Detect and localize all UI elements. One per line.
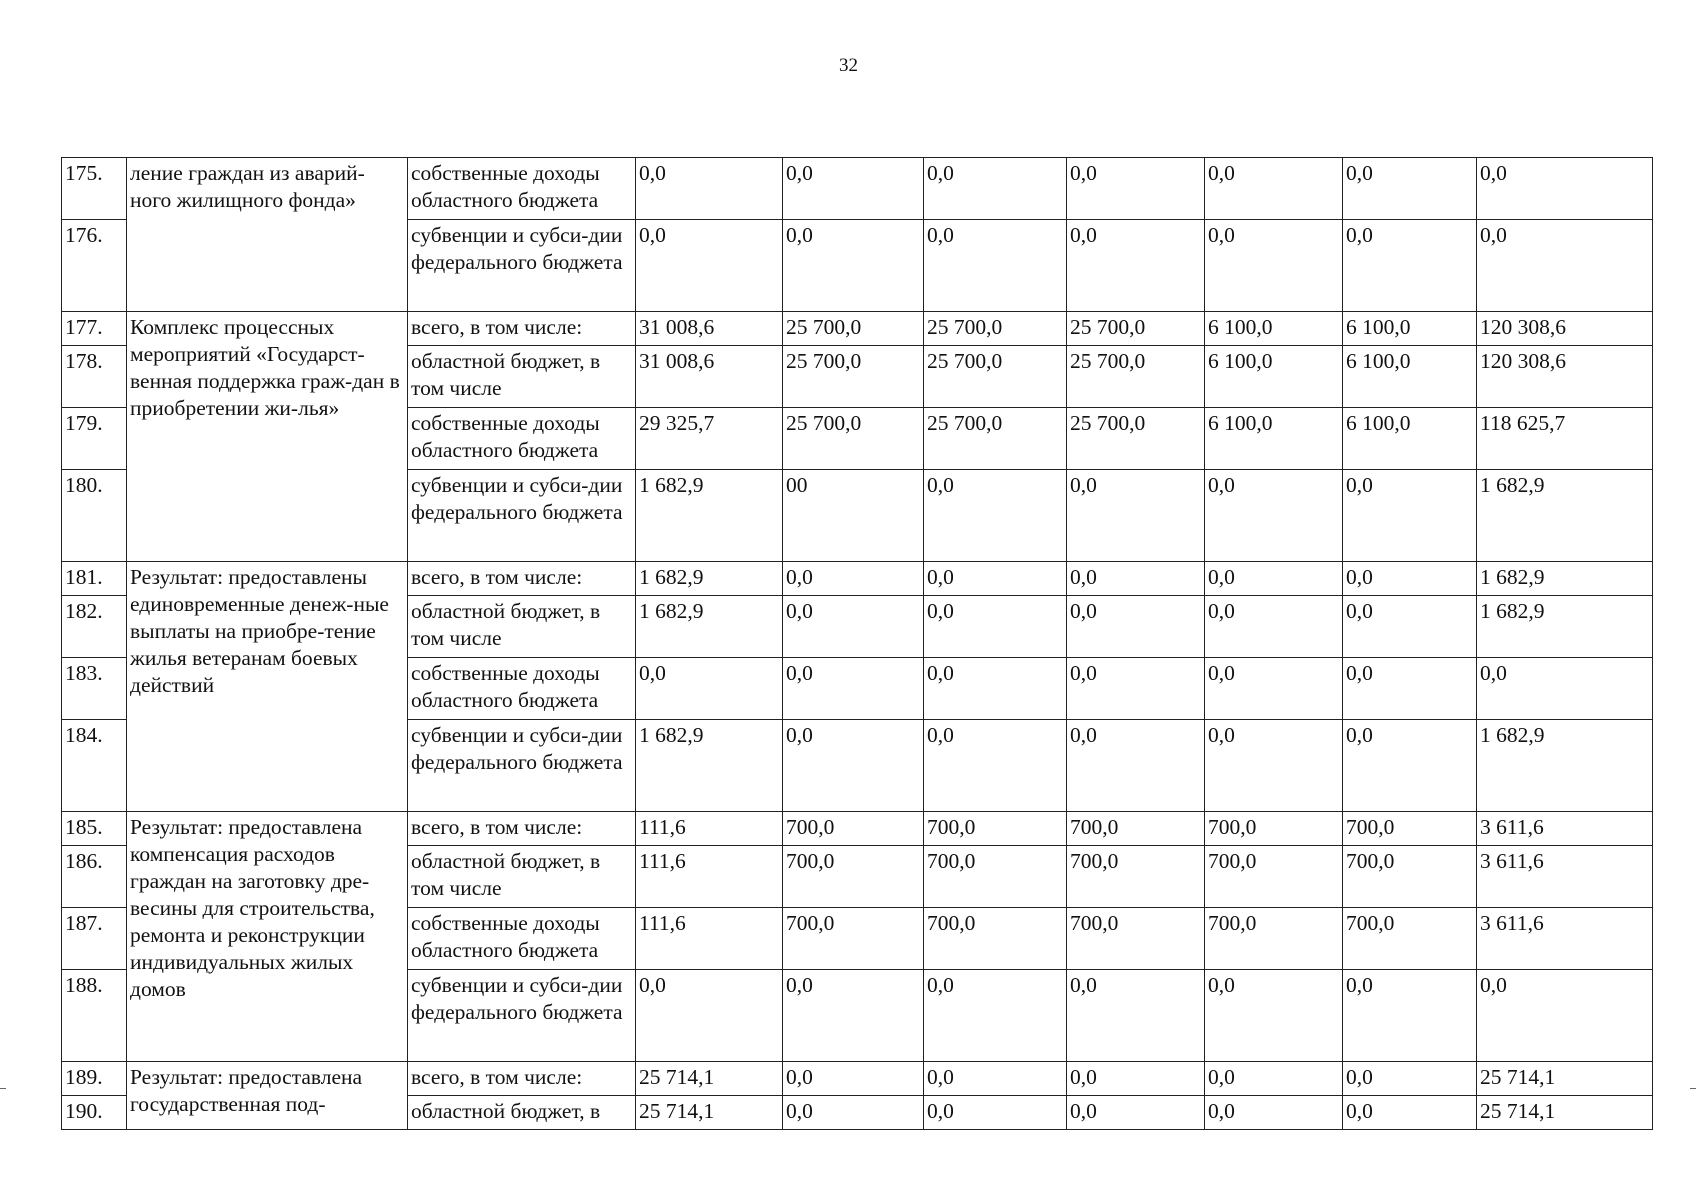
amount-cell: 0,0: [1343, 720, 1477, 812]
row-number: 190.: [62, 1096, 127, 1130]
amount-cell: 25 700,0: [924, 312, 1067, 346]
amount-cell: 0,0: [783, 658, 924, 720]
amount-cell: 0,0: [924, 562, 1067, 596]
row-number: 181.: [62, 562, 127, 596]
table-row: [62, 812, 1653, 846]
amount-cell: 120 308,6: [1477, 346, 1653, 408]
group-name: Результат: предоставлена государственная под-: [127, 1062, 408, 1130]
amount-cell: 700,0: [1205, 846, 1343, 908]
funding-source: областной бюджет, в том числе: [408, 846, 636, 908]
amount-cell: 0,0: [1205, 470, 1343, 562]
amount-cell: 0,0: [1205, 220, 1343, 312]
amount-cell: 25 700,0: [783, 408, 924, 470]
amount-cell: 25 700,0: [1067, 346, 1205, 408]
group-name: Результат: предоставлена компенсация расходов граждан на заготовку дре-весины для строительства, ремонта и реконструкции индивидуальных жилых домов: [127, 812, 408, 1062]
amount-cell: 0,0: [783, 220, 924, 312]
amount-cell: 118 625,7: [1477, 408, 1653, 470]
funding-source: субвенции и субси-дии федерального бюджета: [408, 970, 636, 1062]
amount-cell: 0,0: [1343, 470, 1477, 562]
amount-cell: 0,0: [1205, 720, 1343, 812]
amount-cell: 1 682,9: [636, 470, 783, 562]
funding-source: собственные доходы областного бюджета: [408, 408, 636, 470]
amount-cell: 0,0: [1343, 1096, 1477, 1130]
amount-cell: 700,0: [924, 908, 1067, 970]
funding-source: собственные доходы областного бюджета: [408, 658, 636, 720]
amount-cell: 0,0: [1067, 562, 1205, 596]
amount-cell: 120 308,6: [1477, 312, 1653, 346]
amount-cell: 700,0: [1067, 812, 1205, 846]
funding-source: субвенции и субси-дии федерального бюджета: [408, 220, 636, 312]
amount-cell: 0,0: [1205, 1062, 1343, 1096]
amount-cell: 700,0: [924, 846, 1067, 908]
amount-cell: 31 008,6: [636, 312, 783, 346]
row-number: 182.: [62, 596, 127, 658]
row-number: 183.: [62, 658, 127, 720]
amount-cell: 0,0: [636, 658, 783, 720]
amount-cell: 0,0: [783, 158, 924, 220]
amount-cell: 1 682,9: [1477, 596, 1653, 658]
amount-cell: 0,0: [1067, 158, 1205, 220]
group-name: Результат: предоставлены единовременные денеж-ные выплаты на приобре-тение жилья ветеранам боевых действий: [127, 562, 408, 812]
table-row: [62, 312, 1653, 346]
table-row: [62, 158, 1653, 220]
amount-cell: 31 008,6: [636, 346, 783, 408]
funding-source: областной бюджет, в: [408, 1096, 636, 1130]
amount-cell: 0,0: [636, 970, 783, 1062]
funding-source: всего, в том числе:: [408, 312, 636, 346]
amount-cell: 6 100,0: [1205, 312, 1343, 346]
amount-cell: 0,0: [783, 596, 924, 658]
row-number: 186.: [62, 846, 127, 908]
funding-source: всего, в том числе:: [408, 562, 636, 596]
amount-cell: 6 100,0: [1343, 346, 1477, 408]
amount-cell: 25 700,0: [783, 312, 924, 346]
amount-cell: 0,0: [1067, 1062, 1205, 1096]
amount-cell: 0,0: [1477, 220, 1653, 312]
amount-cell: 0,0: [783, 720, 924, 812]
row-number: 187.: [62, 908, 127, 970]
amount-cell: 25 714,1: [636, 1062, 783, 1096]
row-number: 184.: [62, 720, 127, 812]
row-number: 180.: [62, 470, 127, 562]
amount-cell: 0,0: [924, 1096, 1067, 1130]
amount-cell: 700,0: [924, 812, 1067, 846]
row-number: 178.: [62, 346, 127, 408]
amount-cell: 0,0: [924, 658, 1067, 720]
amount-cell: 0,0: [783, 970, 924, 1062]
amount-cell: 0,0: [636, 158, 783, 220]
funding-source: субвенции и субси-дии федерального бюджета: [408, 470, 636, 562]
amount-cell: 700,0: [1343, 812, 1477, 846]
amount-cell: 3 611,6: [1477, 812, 1653, 846]
amount-cell: 700,0: [783, 908, 924, 970]
amount-cell: 3 611,6: [1477, 846, 1653, 908]
amount-cell: 111,6: [636, 846, 783, 908]
amount-cell: 1 682,9: [636, 720, 783, 812]
amount-cell: 0,0: [1205, 970, 1343, 1062]
amount-cell: 0,0: [783, 562, 924, 596]
margin-mark-right: [1690, 1088, 1696, 1089]
funding-source: областной бюджет, в том числе: [408, 596, 636, 658]
amount-cell: 700,0: [1343, 908, 1477, 970]
margin-mark-left: [0, 1088, 6, 1089]
amount-cell: 1 682,9: [1477, 470, 1653, 562]
budget-table: [61, 157, 1653, 1130]
amount-cell: 1 682,9: [636, 562, 783, 596]
amount-cell: 0,0: [924, 1062, 1067, 1096]
amount-cell: 1 682,9: [1477, 562, 1653, 596]
funding-source: субвенции и субси-дии федерального бюджета: [408, 720, 636, 812]
amount-cell: 700,0: [1205, 812, 1343, 846]
amount-cell: 6 100,0: [1205, 346, 1343, 408]
amount-cell: 0,0: [1067, 658, 1205, 720]
amount-cell: 00: [783, 470, 924, 562]
amount-cell: 0,0: [924, 220, 1067, 312]
row-number: 179.: [62, 408, 127, 470]
amount-cell: 0,0: [1205, 562, 1343, 596]
amount-cell: 0,0: [1343, 562, 1477, 596]
amount-cell: 700,0: [1343, 846, 1477, 908]
amount-cell: 0,0: [1343, 658, 1477, 720]
amount-cell: 700,0: [783, 846, 924, 908]
amount-cell: 700,0: [1067, 846, 1205, 908]
amount-cell: 25 700,0: [1067, 408, 1205, 470]
amount-cell: 0,0: [1067, 596, 1205, 658]
amount-cell: 111,6: [636, 812, 783, 846]
amount-cell: 0,0: [1343, 220, 1477, 312]
amount-cell: 0,0: [1343, 970, 1477, 1062]
amount-cell: 25 700,0: [1067, 312, 1205, 346]
amount-cell: 6 100,0: [1343, 408, 1477, 470]
amount-cell: 0,0: [1343, 158, 1477, 220]
amount-cell: 25 714,1: [1477, 1062, 1653, 1096]
row-number: 175.: [62, 158, 127, 220]
amount-cell: 0,0: [924, 470, 1067, 562]
amount-cell: 0,0: [924, 596, 1067, 658]
amount-cell: 700,0: [1205, 908, 1343, 970]
page-number: 32: [839, 55, 858, 76]
amount-cell: 0,0: [1205, 658, 1343, 720]
amount-cell: 700,0: [783, 812, 924, 846]
funding-source: областной бюджет, в том числе: [408, 346, 636, 408]
amount-cell: 700,0: [1067, 908, 1205, 970]
amount-cell: 0,0: [1205, 158, 1343, 220]
amount-cell: 29 325,7: [636, 408, 783, 470]
amount-cell: 25 714,1: [1477, 1096, 1653, 1130]
group-name: Комплекс процессных мероприятий «Государст-венная поддержка граж-дан в приобретении жи-лья»: [127, 312, 408, 562]
amount-cell: 25 700,0: [924, 346, 1067, 408]
amount-cell: 3 611,6: [1477, 908, 1653, 970]
amount-cell: 1 682,9: [636, 596, 783, 658]
table-row: [62, 1062, 1653, 1096]
amount-cell: 25 700,0: [924, 408, 1067, 470]
amount-cell: 0,0: [783, 1096, 924, 1130]
amount-cell: 111,6: [636, 908, 783, 970]
amount-cell: 0,0: [1477, 970, 1653, 1062]
amount-cell: 0,0: [1477, 658, 1653, 720]
table-body: [62, 158, 1653, 1130]
amount-cell: 0,0: [924, 158, 1067, 220]
amount-cell: 6 100,0: [1205, 408, 1343, 470]
amount-cell: 1 682,9: [1477, 720, 1653, 812]
row-number: 189.: [62, 1062, 127, 1096]
amount-cell: 0,0: [1205, 1096, 1343, 1130]
amount-cell: 0,0: [1067, 220, 1205, 312]
table-row: [62, 562, 1653, 596]
amount-cell: 0,0: [783, 1062, 924, 1096]
amount-cell: 25 714,1: [636, 1096, 783, 1130]
amount-cell: 0,0: [1067, 1096, 1205, 1130]
amount-cell: 0,0: [924, 720, 1067, 812]
group-name: ление граждан из аварий-ного жилищного фонда»: [127, 158, 408, 312]
amount-cell: 0,0: [636, 220, 783, 312]
amount-cell: 0,0: [924, 970, 1067, 1062]
row-number: 176.: [62, 220, 127, 312]
amount-cell: 0,0: [1067, 970, 1205, 1062]
row-number: 188.: [62, 970, 127, 1062]
amount-cell: 0,0: [1067, 720, 1205, 812]
amount-cell: 0,0: [1477, 158, 1653, 220]
row-number: 185.: [62, 812, 127, 846]
funding-source: собственные доходы областного бюджета: [408, 158, 636, 220]
amount-cell: 6 100,0: [1343, 312, 1477, 346]
amount-cell: 0,0: [1205, 596, 1343, 658]
amount-cell: 0,0: [1343, 1062, 1477, 1096]
row-number: 177.: [62, 312, 127, 346]
amount-cell: 0,0: [1343, 596, 1477, 658]
amount-cell: 25 700,0: [783, 346, 924, 408]
amount-cell: 0,0: [1067, 470, 1205, 562]
funding-source: всего, в том числе:: [408, 812, 636, 846]
funding-source: собственные доходы областного бюджета: [408, 908, 636, 970]
funding-source: всего, в том числе:: [408, 1062, 636, 1096]
